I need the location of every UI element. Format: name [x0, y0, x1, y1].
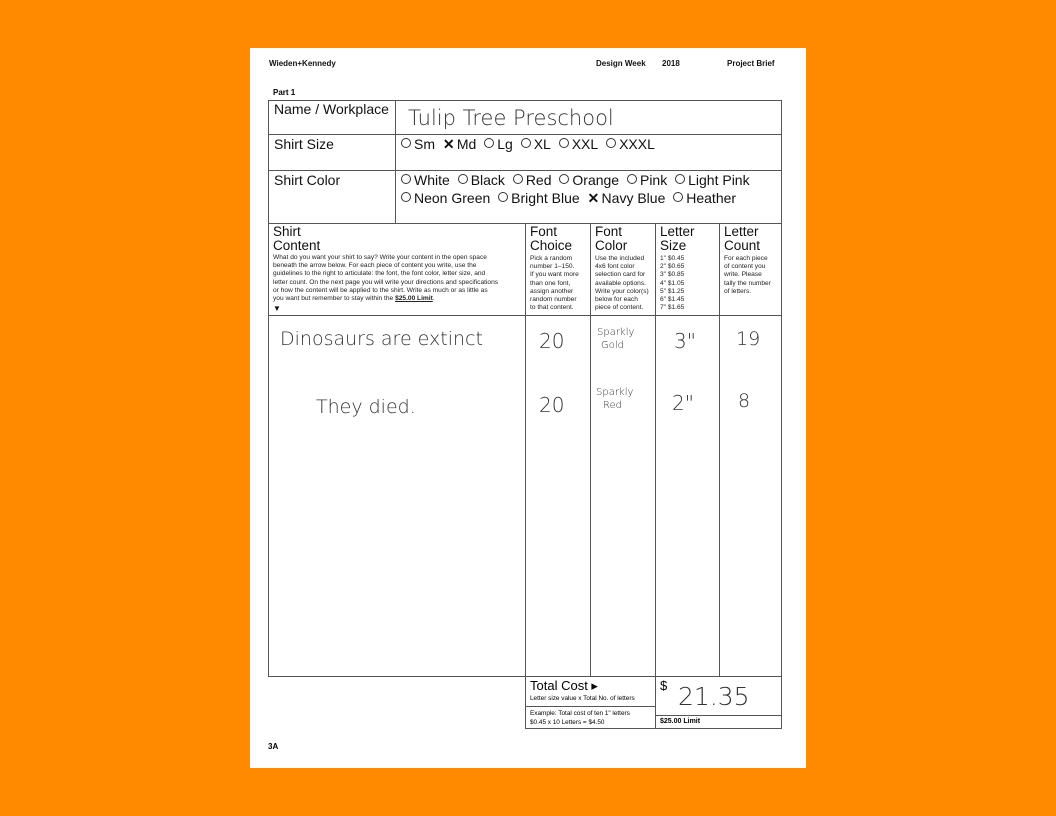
entry-font-color[interactable]: Sparkly Red	[596, 387, 634, 411]
entry-letter-size[interactable]: 3"	[674, 329, 696, 353]
page-number: 3A	[268, 742, 279, 751]
shirt-color-options-line1	[401, 172, 754, 188]
total-cost-title: Total Cost ▸	[530, 678, 598, 693]
size-option-xl[interactable]: XL	[521, 136, 551, 152]
shirt-size-label: Shirt Size	[274, 136, 334, 152]
name-field[interactable]: Tulip Tree Preschool	[408, 106, 614, 130]
color-option-light-pink[interactable]: Light Pink	[675, 172, 749, 188]
letter-size-rates: 1" $0.45 2" $0.65 3" $0.85 4" $1.05 5" $1.25 6" $1.45 7" $1.65	[660, 255, 685, 312]
color-option-red[interactable]: Red	[513, 172, 552, 188]
entry-font-choice[interactable]: 20	[539, 329, 565, 353]
letter-count-col-title: Letter Count	[724, 224, 761, 253]
font-color-col-title: Font Color	[595, 224, 628, 253]
checked-x-icon: ✕	[442, 136, 455, 152]
radio-icon	[675, 174, 685, 184]
radio-icon	[559, 138, 569, 148]
content-col-title: Shirt Content	[273, 224, 321, 253]
event-name: Design Week	[596, 59, 646, 68]
shirt-color-label: Shirt Color	[274, 172, 341, 188]
color-option-black[interactable]: Black	[458, 172, 505, 188]
part-label: Part 1	[273, 88, 296, 97]
color-option-heather[interactable]: Heather	[673, 190, 736, 206]
radio-icon	[458, 174, 468, 184]
shirt-size-options	[401, 136, 659, 152]
font-choice-col-title: Font Choice	[530, 224, 573, 253]
brand-name: Wieden+Kennedy	[269, 59, 336, 68]
color-option-orange[interactable]: Orange	[559, 172, 619, 188]
radio-icon	[606, 138, 616, 148]
brief-page	[250, 48, 806, 768]
radio-icon	[521, 138, 531, 148]
name-label: Name / Workplace	[274, 101, 389, 117]
radio-icon	[401, 192, 411, 202]
radio-icon	[673, 192, 683, 202]
event-year: 2018	[662, 59, 680, 68]
entry-letter-count[interactable]: 19	[736, 328, 761, 350]
entry-font-color[interactable]: Sparkly Gold	[597, 327, 635, 351]
down-arrow-icon: ▼	[273, 304, 281, 313]
radio-icon	[401, 138, 411, 148]
size-option-sm[interactable]: Sm	[401, 136, 435, 152]
color-option-bright-blue[interactable]: Bright Blue	[498, 190, 579, 206]
radio-icon	[484, 138, 494, 148]
total-limit: $25.00 Limit	[660, 718, 701, 725]
font-choice-instructions: Pick a random number 1–150. If you want more than one font, assign another random number to that content.	[530, 255, 579, 312]
radio-icon	[498, 192, 508, 202]
color-option-white[interactable]: White	[401, 172, 450, 188]
entry-content[interactable]: They died.	[316, 396, 416, 418]
content-col-instructions: What do you want your shirt to say? Write your content in the open space beneath the arrow below. For each piece of content you write, use the guidelines to the right to articulate: the font, the font color, letter size, and letter count. On the next page you will write your directions and specifications or how the content will be applied to the shirt. Write as much or as little as you want but remember to stay within the $25.00 Limit.	[273, 254, 499, 303]
size-option-lg[interactable]: Lg	[484, 136, 513, 152]
limit-note: $25.00 Limit	[395, 295, 433, 303]
size-option-xxxl[interactable]: XXXL	[606, 136, 655, 152]
shirt-color-options-line2	[401, 190, 740, 206]
doc-type: Project Brief	[727, 59, 775, 68]
color-option-neon-green[interactable]: Neon Green	[401, 190, 490, 206]
color-option-navy-blue[interactable]: ✕ Navy Blue	[587, 190, 666, 206]
total-cost-example: Example: Total cost of ten 1" letters $0.45 x 10 Letters = $4.50	[530, 710, 630, 726]
dollar-sign: $	[660, 678, 668, 693]
size-option-xxl[interactable]: XXL	[559, 136, 598, 152]
letter-count-instructions: For each piece of content you write. Please tally the number of letters.	[724, 255, 771, 295]
entry-font-choice[interactable]: 20	[539, 393, 565, 417]
total-cost-value[interactable]: 21.35	[678, 682, 750, 711]
checked-x-icon: ✕	[587, 190, 600, 206]
entry-letter-size[interactable]: 2"	[672, 391, 694, 415]
letter-size-col-title: Letter Size	[660, 224, 695, 253]
size-option-md[interactable]: ✕ Md	[442, 136, 477, 152]
radio-icon	[513, 174, 523, 184]
radio-icon	[401, 174, 411, 184]
font-color-instructions: Use the included 4x6 font color selection card for available options. Write your color(s) below for each piece of content.	[595, 255, 649, 312]
entry-letter-count[interactable]: 8	[738, 390, 751, 412]
total-cost-formula: Letter size value x Total No. of letters	[530, 695, 635, 702]
radio-icon	[559, 174, 569, 184]
entry-content[interactable]: Dinosaurs are extinct	[280, 328, 483, 350]
color-option-pink[interactable]: Pink	[627, 172, 667, 188]
radio-icon	[627, 174, 637, 184]
